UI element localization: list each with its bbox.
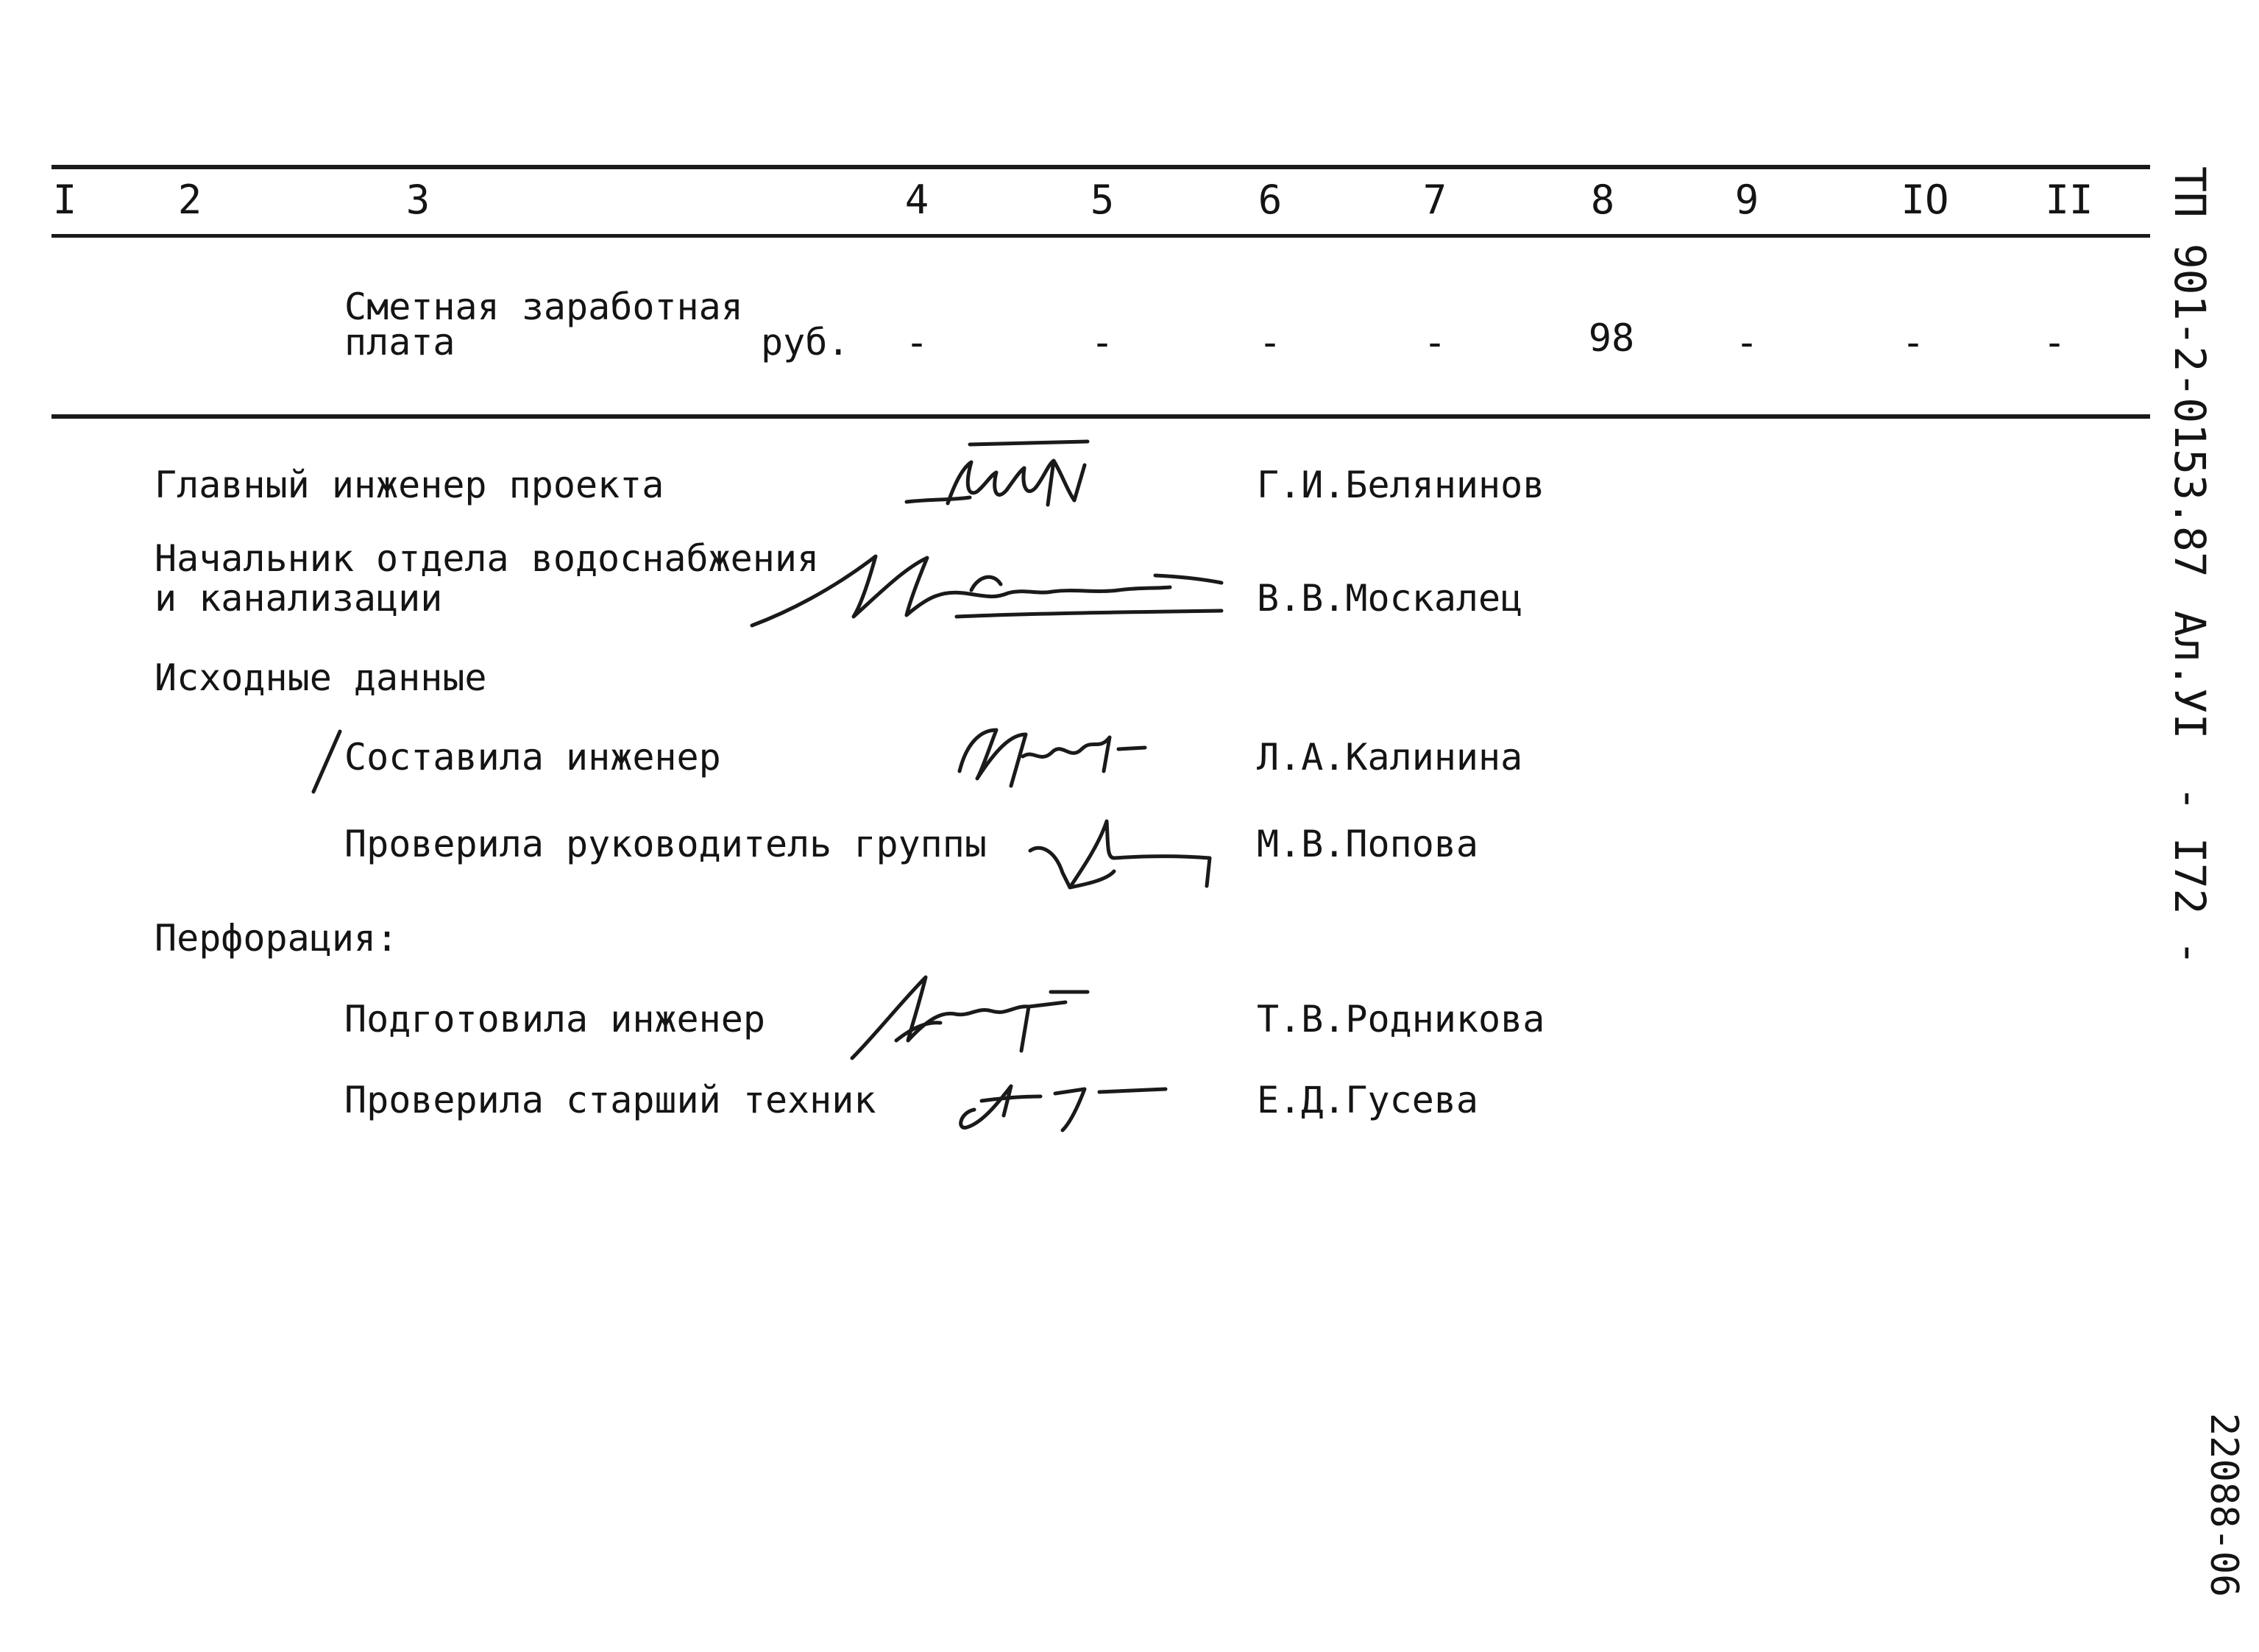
row-value-col5: -	[1091, 321, 1114, 365]
row-value-col4: -	[905, 321, 929, 365]
corner-number: 22088-06	[2202, 1413, 2246, 1598]
side-stamp-doc-code: ТП 901-2-0153.87	[2165, 166, 2215, 578]
row-value-col6: -	[1258, 321, 1282, 365]
table-bottom-rule	[52, 414, 2150, 419]
row-value-col7: -	[1423, 321, 1447, 365]
checked-senior-title: Проверила старший техник	[344, 1079, 876, 1121]
chief-engineer-name: Г.И.Белянинов	[1257, 464, 1545, 506]
dept-head-name: В.В.Москалец	[1257, 577, 1523, 620]
side-stamp-album: Ал.УI	[2165, 611, 2215, 740]
row-unit: руб.	[761, 321, 850, 364]
checked-senior-name: Е.Д.Гусева	[1257, 1079, 1479, 1121]
row-value-col11: -	[2043, 321, 2066, 365]
signature-prepared	[845, 970, 1095, 1066]
checked-group-name: М.В.Попова	[1257, 823, 1479, 865]
col-number-1: I	[52, 177, 77, 223]
chief-engineer-title: Главный инженер проекта	[155, 464, 664, 506]
col-number-3: 3	[405, 177, 430, 223]
table-header-rule	[52, 234, 2150, 238]
prepared-title: Подготовила инженер	[344, 998, 765, 1041]
col-number-10: IO	[1901, 177, 1949, 223]
checked-group-title: Проверила руководитель группы	[344, 823, 987, 865]
signature-compiled	[952, 720, 1151, 793]
col-number-4: 4	[904, 177, 929, 223]
col-number-6: 6	[1258, 177, 1283, 223]
row-value-col9: -	[1735, 321, 1759, 365]
row-name-line1: Сметная заработная	[344, 286, 743, 328]
check-mark-slash	[308, 728, 344, 795]
perforation-heading: Перфорация:	[155, 917, 399, 960]
table-top-rule	[52, 165, 2150, 169]
dept-head-title-line2: и канализации	[155, 577, 443, 620]
col-number-9: 9	[1734, 177, 1759, 223]
signature-checked-senior	[952, 1064, 1173, 1138]
source-data-heading: Исходные данные	[155, 656, 487, 699]
col-number-5: 5	[1090, 177, 1115, 223]
col-number-7: 7	[1422, 177, 1447, 223]
signature-checked-group	[1026, 814, 1224, 902]
side-stamp-page: - I72 -	[2165, 786, 2215, 966]
col-number-2: 2	[177, 177, 202, 223]
row-value-col8: 98	[1588, 316, 1635, 361]
row-name-line2: плата	[344, 321, 455, 364]
compiled-title: Составила инженер	[344, 736, 721, 779]
signature-chief-engineer	[904, 439, 1110, 520]
col-number-8: 8	[1590, 177, 1615, 223]
col-number-11: II	[2045, 177, 2093, 223]
row-value-col10: -	[1901, 321, 1925, 365]
compiled-name: Л.А.Калинина	[1257, 736, 1523, 779]
dept-head-title-line1: Начальник отдела водоснабжения	[155, 537, 820, 580]
signature-dept-head	[743, 546, 1229, 634]
prepared-name: Т.В.Родникова	[1257, 998, 1545, 1041]
